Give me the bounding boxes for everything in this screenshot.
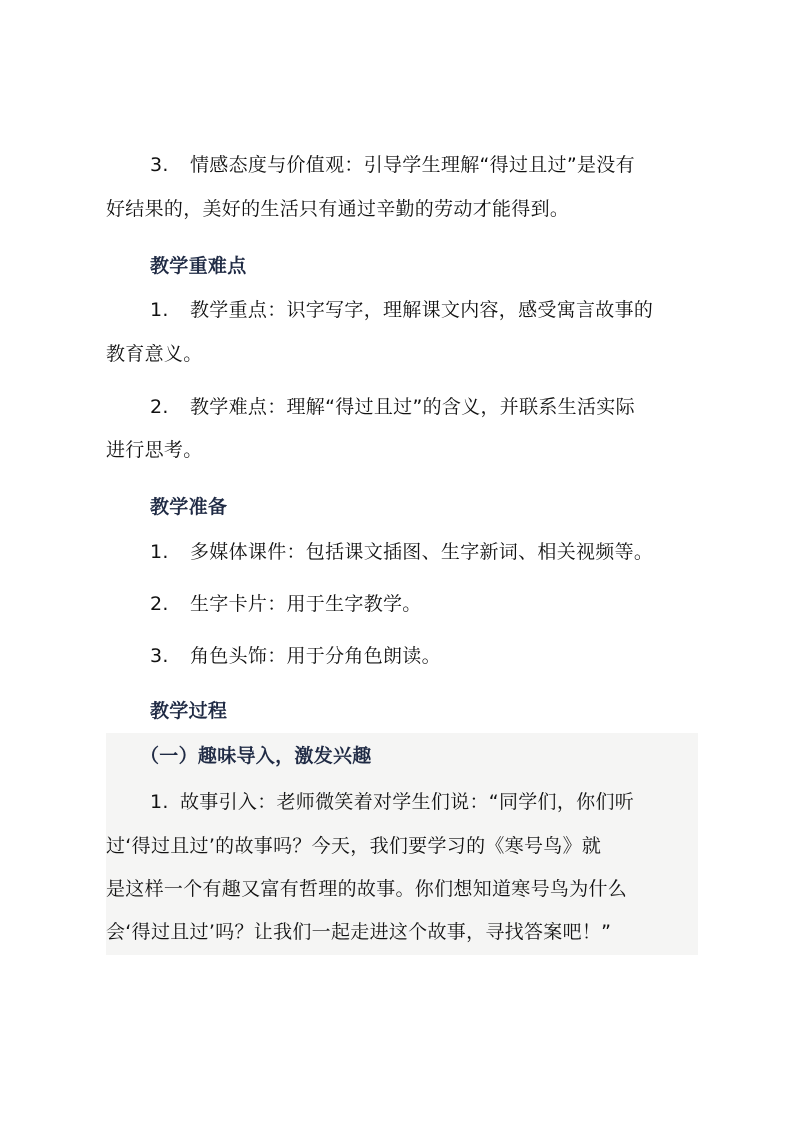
preparation-heading: 教学准备 bbox=[150, 496, 228, 518]
objective-item-3-line-1 bbox=[150, 152, 635, 178]
preparation-item-1-text: 多媒体课件：包括课文插图、生字新词、相关视频等。 bbox=[190, 541, 654, 563]
preparation-item-3-text: 角色头饰：用于分角色朗读。 bbox=[190, 645, 441, 667]
list-number: 1. bbox=[150, 299, 169, 321]
process-section-1-heading: （一）趣味导入，激发兴趣 bbox=[140, 745, 372, 767]
list-number: 2. bbox=[150, 593, 169, 615]
objective-item-3-text: 情感态度与价值观：引导学生理解“得过且过”是没有 bbox=[190, 154, 635, 176]
key-point-item-2-text: 教学难点：理解“得过且过”的含义，并联系生活实际 bbox=[190, 396, 635, 418]
list-number: 2. bbox=[150, 396, 169, 418]
process-item-1-line-1 bbox=[150, 789, 634, 815]
key-point-item-1-line-1 bbox=[150, 297, 653, 323]
preparation-item-1 bbox=[150, 539, 653, 565]
process-item-1-text: 故事引入：老师微笑着对学生们说：“同学们，你们听 bbox=[180, 791, 635, 813]
key-point-item-1-text: 教学重点：识字写字，理解课文内容，感受寓言故事的 bbox=[190, 299, 654, 321]
process-item-1-line-3: 是这样一个有趣又富有哲理的故事。你们想知道寒号鸟为什么 bbox=[106, 878, 628, 900]
list-number: 1. bbox=[150, 791, 169, 813]
list-number: 1. bbox=[150, 541, 169, 563]
key-point-item-2-line-1 bbox=[150, 394, 635, 420]
list-number: 3. bbox=[150, 645, 169, 667]
objective-item-3-line-2: 好结果的，美好的生活只有通过辛勤的劳动才能得到。 bbox=[106, 198, 570, 220]
list-number: 3. bbox=[150, 154, 169, 176]
process-item-1-line-2: 过‘得过且过’的故事吗？今天，我们要学习的《寒号鸟》就 bbox=[106, 835, 602, 857]
key-points-heading: 教学重难点 bbox=[150, 255, 247, 277]
preparation-item-2 bbox=[150, 591, 422, 617]
preparation-item-2-text: 生字卡片：用于生字教学。 bbox=[190, 593, 422, 615]
key-point-item-1-line-2: 教育意义。 bbox=[106, 343, 203, 365]
process-item-1-line-4: 会‘得过且过’吗？让我们一起走进这个故事，寻找答案吧！” bbox=[106, 921, 612, 943]
process-heading: 教学过程 bbox=[150, 700, 228, 722]
preparation-item-3 bbox=[150, 643, 441, 669]
key-point-item-2-line-2: 进行思考。 bbox=[106, 439, 203, 461]
